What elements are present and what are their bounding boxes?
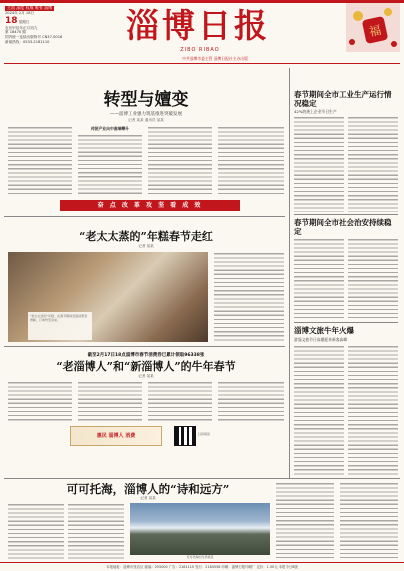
feature-bottom-rule xyxy=(4,346,285,347)
bottom-section-rule xyxy=(4,478,400,479)
sidebar-story3-col-1 xyxy=(294,345,344,475)
masthead-tag: 主流 深度 权威 唯有 淄博 xyxy=(7,5,53,10)
bottom-photo-caption: 可可托海的冬季美景 xyxy=(186,555,214,559)
bottom-body-col-1 xyxy=(8,503,64,559)
feature-headline: “老太太蒸的”年糕春节走红 xyxy=(79,230,213,243)
bottom-body-col-4 xyxy=(340,482,398,559)
deadline-body-col-2 xyxy=(78,381,142,423)
deadline-body-col-3 xyxy=(148,381,212,423)
deadline-byline: 记者 某某 xyxy=(138,374,154,378)
feature-body xyxy=(214,252,284,342)
bottom-body-col-2 xyxy=(68,503,124,559)
bottom-headline: 可可托海，淄博人的“诗和远方” xyxy=(66,482,230,496)
svg-text:福: 福 xyxy=(367,22,383,40)
bottom-photo xyxy=(130,503,270,555)
feature-caption: “老太太蒸的”年糕，在春节期间受到消费者青睐，订单纷至沓来。 xyxy=(30,314,88,322)
masthead-phone: 新闻热线：0533-2181110 xyxy=(5,39,50,44)
sidebar-story1-title: 春节期间全市工业生产运行情况稳定 xyxy=(294,90,392,108)
sidebar-story1-sub: 42%的规上企业节日生产 xyxy=(294,109,337,114)
sidebar-story1-col-1 xyxy=(294,116,344,212)
masthead-title-en: ZIBO RIBAO xyxy=(180,47,220,53)
masthead-lunar: 农历甲辰年正月初九 xyxy=(5,25,38,30)
consumption-ad xyxy=(70,426,162,446)
sidebar-story3-col-2 xyxy=(348,345,398,475)
lead-body-col-1 xyxy=(8,126,72,196)
sidebar-story1-col-2 xyxy=(348,116,398,212)
sidebar-story2-col-1 xyxy=(294,238,344,318)
deadline-headline: “老淄博人”和“新淄博人”的牛年春节 xyxy=(56,360,236,373)
feature-byline: 记者 某某 xyxy=(138,244,154,248)
sidebar-story3-title: 淄博文旅牛年火爆 xyxy=(294,326,354,335)
lead-subtitle: ——淄博工业强力筑基推进突破发展 xyxy=(110,112,182,117)
masthead-day: 18 xyxy=(5,15,18,26)
masthead-info-box xyxy=(5,5,95,44)
feature-caption-box xyxy=(28,312,92,340)
sidebar-story2-title: 春节期间全市社会治安持续稳定 xyxy=(294,218,392,236)
lead-section-head: 传统产业向中高端攀升 xyxy=(91,126,129,131)
deadline-kicker: 截至2月17日18点淄博市春节消费券已累计领取96338张 xyxy=(87,353,205,358)
sidebar-rule-1 xyxy=(294,214,398,215)
qr-code-icon xyxy=(174,426,196,446)
lead-body-col-2-text xyxy=(78,134,142,196)
masthead-issue: 第 18470 期 xyxy=(5,30,26,35)
masthead-date: 2024年 2月 18日 xyxy=(5,10,35,15)
masthead-cn-code: 国内统一连续出版物号 CN37-0018 xyxy=(5,35,63,40)
bottom-byline: 记者 某某 xyxy=(140,496,156,500)
page-footer: 本报地址：淄博市张店区 邮编：255000 广告：2181110 发行：2184558 印刷：淄博日报印刷厂 定价：1.50元 本报今日8版 xyxy=(0,562,404,571)
fu-lantern-icon xyxy=(346,2,400,52)
deadline-body-col-1 xyxy=(8,381,72,423)
deadline-body-col-4 xyxy=(218,381,284,423)
sidebar-story2-col-2 xyxy=(348,238,398,318)
sidebar-rule-2 xyxy=(294,322,398,323)
sidebar-story3-sub: 游淄文旅节日高潮迎来新客高峰 xyxy=(294,337,348,342)
lead-bottom-rule xyxy=(4,216,285,217)
lead-headline: 转型与嬗变 xyxy=(103,90,189,110)
top-accent-bar xyxy=(0,0,404,3)
lead-body-col-2 xyxy=(78,126,142,196)
bottom-body-col-3 xyxy=(276,482,334,559)
reform-banner: 奋 点 改 革 攻 坚 看 成 效 xyxy=(60,200,240,211)
lead-body-col-3 xyxy=(148,126,212,196)
masthead-rule xyxy=(4,63,400,64)
lead-byline: 记者 某某 通讯员 某某 xyxy=(128,118,164,122)
lead-body-col-4 xyxy=(218,126,284,196)
masthead-weekday: 星期日 xyxy=(18,19,30,24)
consumption-ad-text: 惠民 淄博人 消费 xyxy=(96,433,136,439)
qr-label: 扫码阅读 xyxy=(198,432,211,436)
masthead-title: 淄博日报 xyxy=(126,6,270,45)
sidebar-divider xyxy=(289,68,290,478)
masthead-sub-strip: 中共淄博市委主管 淄博日报社主办出版 xyxy=(182,56,248,61)
